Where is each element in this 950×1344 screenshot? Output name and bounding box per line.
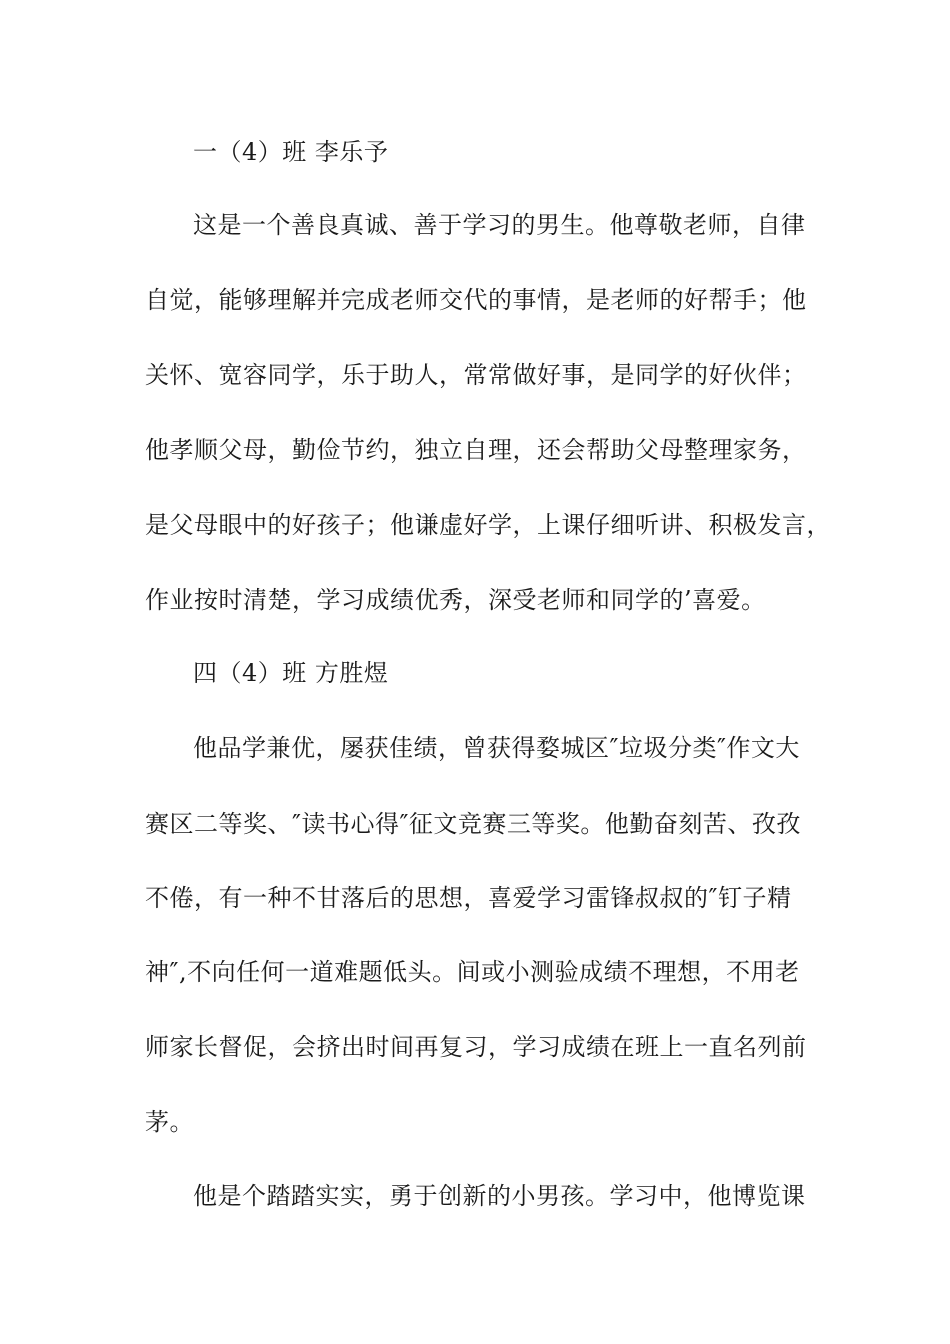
paragraph-line: 他品学兼优，屡获佳绩，曾获得婺城区″垃圾分类″作文大 (193, 734, 800, 762)
paragraph-line: 作业按时清楚，学习成绩优秀，深受老师和同学的’喜爱。 (145, 586, 766, 614)
section-heading-student-2: 四（4）班 方胜煜 (193, 659, 389, 687)
paragraph-line: 关怀、宽容同学，乐于助人，常常做好事，是同学的好伙伴； (145, 361, 807, 389)
paragraph-line: 是父母眼中的好孩子；他谦虚好学，上课仔细听讲、积极发言， (145, 511, 831, 539)
paragraph-line: 他孝顺父母，勤俭节约，独立自理，还会帮助父母整理家务， (145, 436, 807, 464)
paragraph-line: 神″,不向任何一道难题低头。间或小测验成绩不理想，不用老 (145, 958, 800, 986)
paragraph-line: 他是个踏踏实实，勇于创新的小男孩。学习中，他博览课 (193, 1182, 806, 1210)
paragraph-line: 不倦，有一种不甘落后的思想，喜爱学习雷锋叔叔的″钉子精 (145, 884, 792, 912)
paragraph-line: 师家长督促，会挤出时间再复习，学习成绩在班上一直名列前 (145, 1033, 807, 1061)
paragraph-line: 赛区二等奖、″读书心得″征文竞赛三等奖。他勤奋刻苦、孜孜 (145, 810, 801, 838)
paragraph-line: 自觉，能够理解并完成老师交代的事情，是老师的好帮手；他 (145, 286, 807, 314)
paragraph-line: 这是一个善良真诚、善于学习的男生。他尊敬老师，自律 (193, 211, 806, 239)
section-heading-student-1: 一（4）班 李乐予 (193, 138, 389, 166)
paragraph-line: 茅。 (145, 1108, 194, 1136)
